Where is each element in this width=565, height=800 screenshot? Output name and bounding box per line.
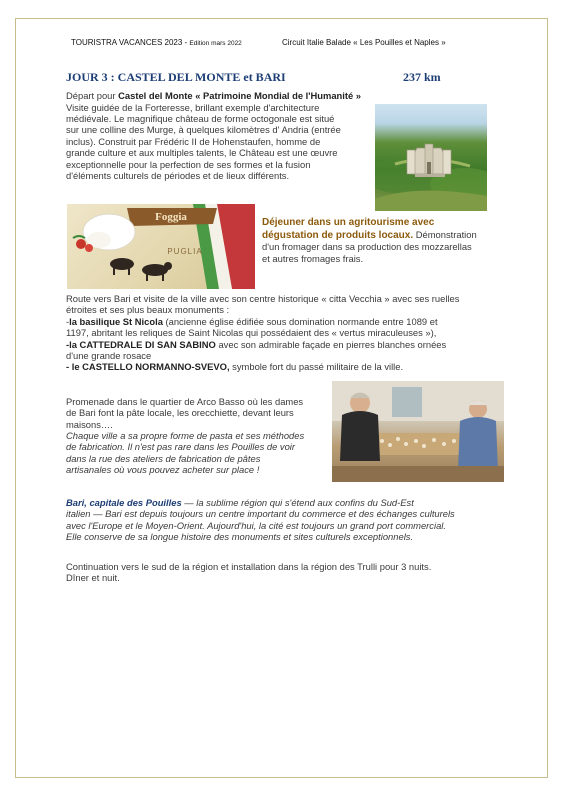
bari-capital-heading: Bari, capitale des Pouilles xyxy=(66,497,182,508)
bari-visit: Route vers Bari et visite de la ville avec son centre historique « citta Vecchia » avec ses ruelles étroites et ses plus beaux monuments : -la basilique St Nicola (ancienne église édifiée sous domination normande entre 1089 et 1197, abritant les reliques de Saint Nicolas qui possédaient des « vertus miraculeuses »), -la CATTEDRALE DI SAN SABINO avec son admirable façade en pierres blanches ornées d'une grande rosace - le CASTELLO NORMANNO-SVEVO, symbole fort du passé militaire de la ville. xyxy=(66,293,460,373)
header-brand: TOURISTRA VACANCES 2023 - Edition mars 2022 xyxy=(71,38,242,47)
foggia-label: Foggia xyxy=(155,211,187,223)
puglia-label: PUGLIA xyxy=(167,247,203,256)
basilica-label: la basilique St Nicola xyxy=(69,315,163,327)
lunch-text: dégustation de produits locaux. Démonstration d'un fromager dans sa production des mozzarellas et autres fromages frais. xyxy=(262,229,477,264)
continuation-text: Continuation vers le sud de la région et installation dans la région des Trulli pour 3 nuits. Dîner et nuit. xyxy=(66,561,432,584)
castel-intro: Départ pour Castel del Monte « Patrimoine Mondial de l'Humanité » xyxy=(66,90,362,101)
cathedral-label: -la CATTEDRALE DI SAN SABINO xyxy=(66,338,216,350)
orecchiette-ladies-photo xyxy=(332,381,504,482)
day-title: JOUR 3 : CASTEL DEL MONTE et BARI xyxy=(66,70,286,84)
castel-del-monte-photo xyxy=(375,104,487,211)
header-circuit: Circuit Italie Balade « Les Pouilles et Naples » xyxy=(282,38,446,47)
foggia-puglia-illustration xyxy=(67,204,255,289)
bari-capital-text: Bari, capitale des Pouilles — la sublime région qui s'étend aux confins du Sud-Est italien — Bari est depuis toujours un centre important du commerce et des échanges culturels avec l'Europe et le Moyen-Orient. Aujourd'hui, la cité est toujours un grand port commercial. Elle conserve de sa longue histoire des monuments et sites culturels exceptionnels. xyxy=(66,497,455,543)
arco-basso-text: Promenade dans le quartier de Arco Basso où les dames de Bari font la pâte locale, les orecchiette, devant leurs maisons…. xyxy=(66,396,304,430)
pasta-italic-note: Chaque ville a sa propre forme de pasta et ses méthodes de fabrication. Il n'est pas rare dans les Pouilles de voir dans la rue des ateliers de fabrication de pâtes artisanales où vous pouvez acheter sur place ! xyxy=(66,430,305,476)
day-distance: 237 km xyxy=(403,70,441,84)
lunch-highlight: Déjeuner dans un agritourisme avec xyxy=(262,217,435,228)
header-edition: Edition mars 2022 xyxy=(189,40,242,47)
castel-description: Visite guidée de la Forteresse, brillant exemple d'architecture médiévale. Le magnifique château de forme octogonale est situé sur une colline des Murge, à quelques kilomètres d' Andria (entrée inclus). Construit par Frédéric II de Hohenstaufen, homme de grande culture et aux multiples talents, le Château est une œuvre exceptionnelle pour la perfection de ses formes et la fusion d'éléments culturels de périodes et de lieux différents. xyxy=(66,101,341,181)
castel-strong: Castel del Monte « Patrimoine Mondial de l'Humanité » xyxy=(118,90,362,101)
castello-label: - le CASTELLO NORMANNO-SVEVO, xyxy=(66,361,230,373)
